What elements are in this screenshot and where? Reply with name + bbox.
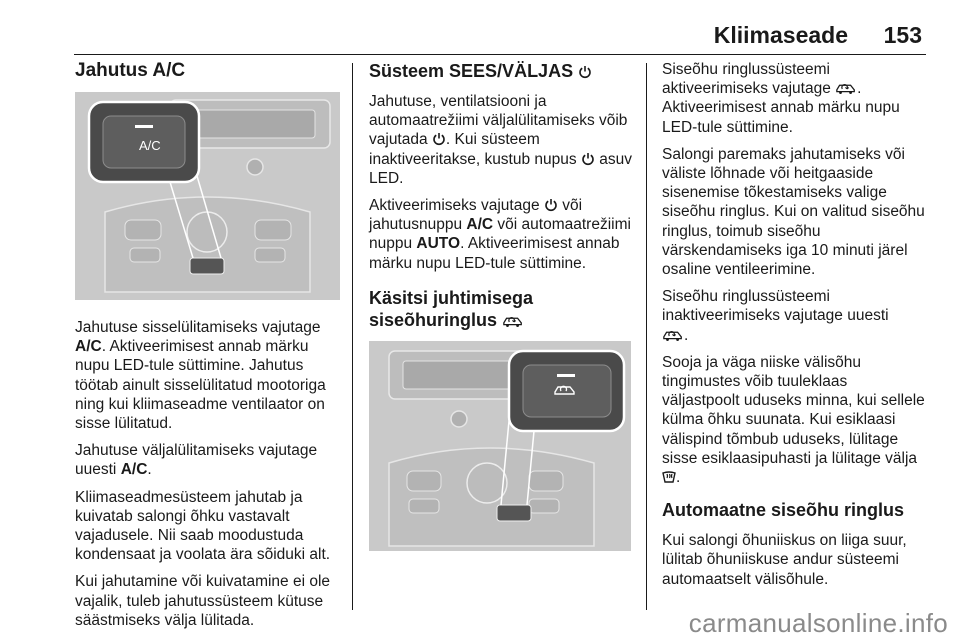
heading-system-on-off: Süsteem SEES/VÄLJAS: [369, 60, 637, 82]
power-icon: [544, 198, 558, 212]
windscreen-icon: [662, 470, 676, 484]
recirculation-icon: [502, 314, 524, 328]
paragraph: Kui salongi õhuniiskus on liiga suur, lülitab õhuniiskuse andur süsteemi automaatselt välisõhule.: [662, 532, 907, 588]
column-3: [662, 60, 928, 597]
paragraph: Kui jahutamine või kuivatamine ei ole vajalik, tuleb jahutussüsteem kütuse säästmiseks välja lülitada.: [75, 573, 331, 629]
ac-button-label: A/C: [139, 138, 161, 153]
paragraph: Siseõhu ringlussüsteemi aktiveerimiseks vajutage . Aktiveerimisest annab märku nupu LED-tule süttimine.: [662, 61, 900, 136]
dashboard-illustration: [75, 92, 340, 300]
heading-automatic-recirculation: Automaatne siseõhu ringlus: [662, 500, 905, 521]
page-number: 153: [883, 22, 922, 48]
paragraph: Sooja ja väga niiske välisõhu tingimustes võib tuuleklaas väljastpoolt uduseks minna, kui sellele külma õhku suunata. Kui esiklaasi välispind tõmbub uduseks, lülitage sisse esiklaasipuhasti ja lülitage välja .: [662, 353, 925, 487]
paragraph: Jahutuse sisselülitamiseks vajutage A/C. Aktiveerimisest annab märku nupu LED-tule süttimine. Jahutus töötab ainult sisselülitatud mootoriga ning kui kliimaseadme ventilaator on sisse lülitatud.: [75, 319, 326, 433]
power-icon: [432, 132, 446, 146]
column-1: [75, 60, 343, 638]
paragraph: Jahutuse väljalülitamiseks vajutage uuesti A/C.: [75, 442, 318, 479]
paragraph: Aktiveerimiseks vajutage või jahutusnuppu A/C või automaatrežiimi nuppu AUTO. Aktiveerimisest annab märku nupu LED-tule süttimine.: [369, 197, 631, 272]
paragraph: Salongi paremaks jahutamiseks või väliste lõhnade või heitgaaside sisenemise tõkestamiseks valige siseõhu ringlus. Kui on valitud siseõhu ringlus, toimub siseõhu värskendamiseks iga 10 minuti järel osaline ventileerimine.: [662, 145, 925, 279]
power-icon: [581, 152, 595, 166]
watermark: carmanualsonline.info: [688, 608, 948, 638]
page-header: [0, 0, 960, 60]
recirculation-icon: [662, 328, 684, 342]
column-divider: [352, 63, 353, 610]
heading-cooling: Jahutus A/C: [75, 60, 186, 81]
heading-manual-recirculation: Käsitsi juhtimisega siseõhuringlus: [369, 287, 534, 330]
column-2: [369, 60, 637, 569]
paragraph: Siseõhu ringlussüsteemi inaktiveerimiseks vajutage uuesti .: [662, 288, 889, 344]
power-icon: [578, 65, 592, 79]
section-title: Kliimaseade: [713, 22, 848, 48]
paragraph: Jahutuse, ventilatsiooni ja automaatrežiimi väljalülitamiseks võib vajutada . Kui süsteem inaktiveeritakse, kustub nupus asuv LED.: [369, 93, 633, 187]
column-divider: [646, 63, 647, 610]
figure-recirculation-button: [369, 341, 631, 551]
header-rule: [74, 54, 926, 55]
paragraph: Kliimaseadmesüsteem jahutab ja kuivatab salongi õhku vastavalt vajadusele. Nii saab moodustuda kondensaat ja voolata ära sõiduki alt.: [75, 488, 331, 564]
recirculation-icon: [835, 81, 857, 95]
figure-ac-button: [75, 92, 340, 300]
dashboard-illustration: [369, 341, 631, 551]
